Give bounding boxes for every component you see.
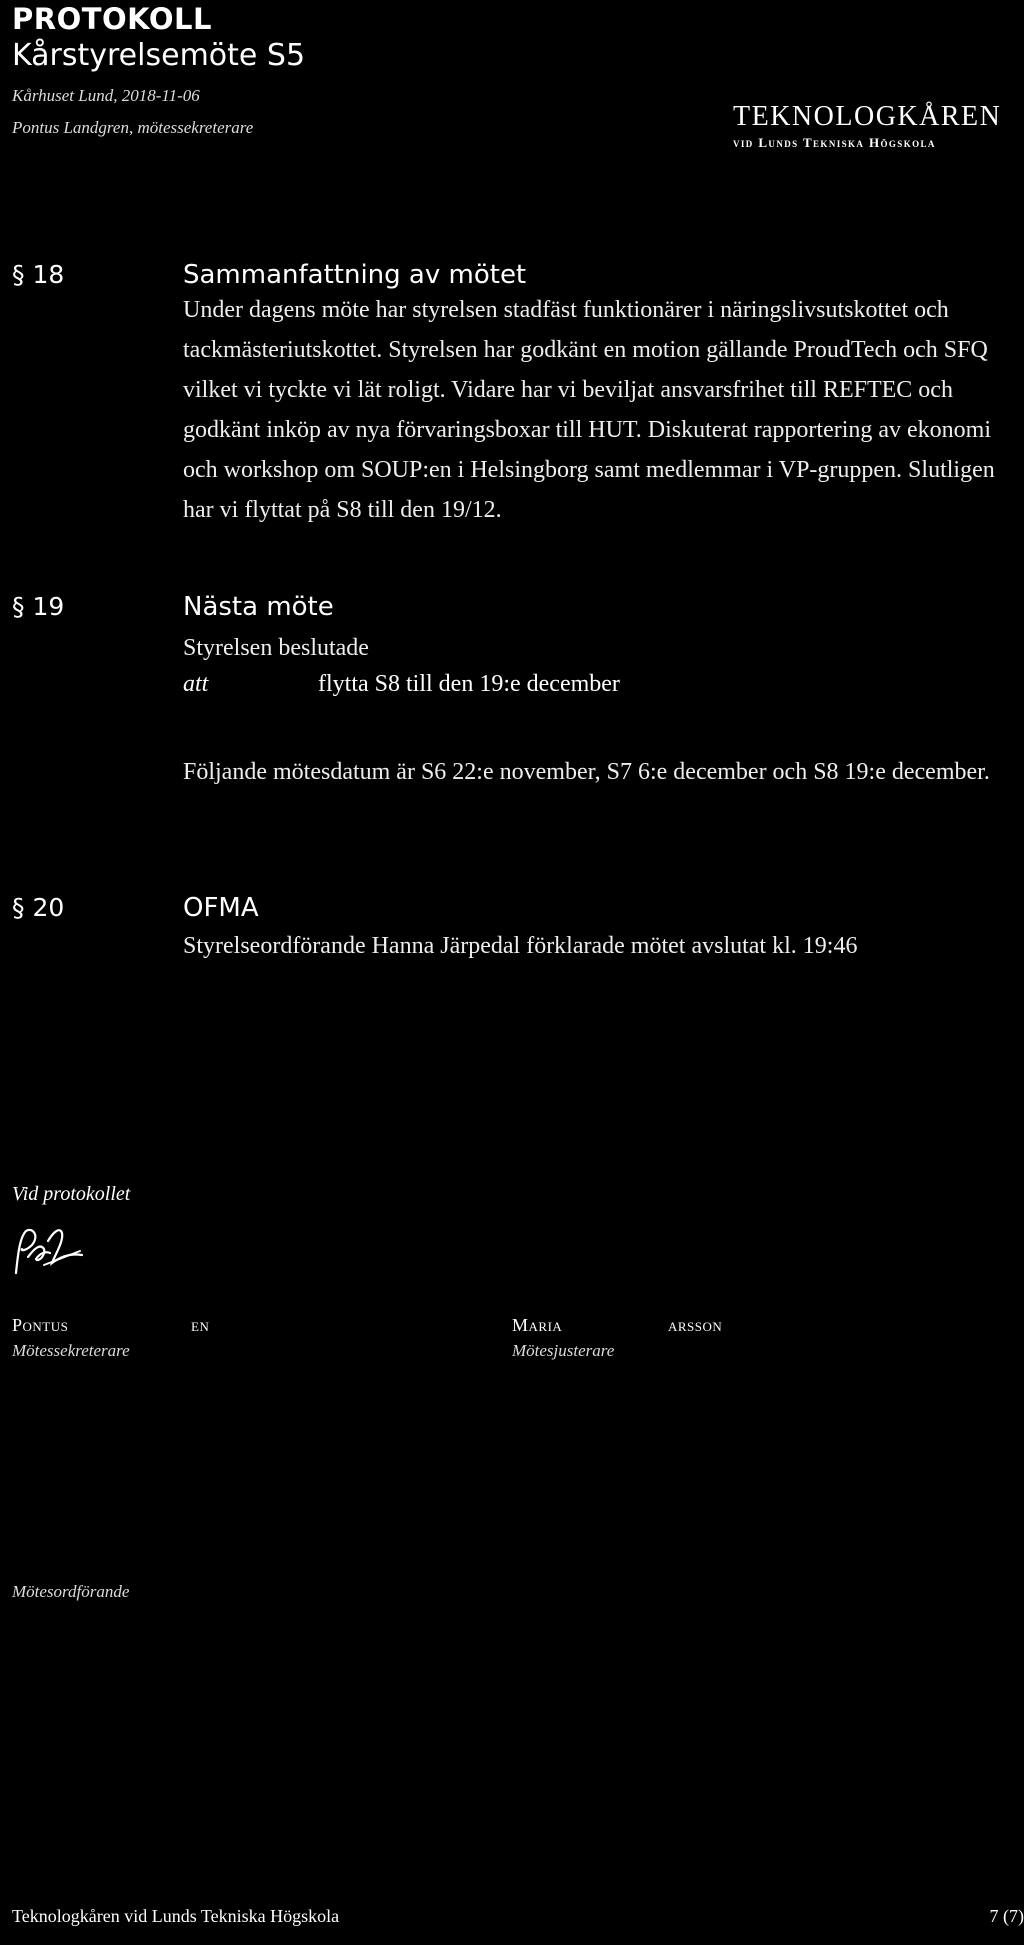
org-name: TEKNOLOGKÅREN — [733, 101, 1002, 132]
section-text: Följande mötesdatum är S6 22:e november, S7 6:e december och S8 19:e december. — [183, 759, 990, 785]
handwritten-signature — [10, 1223, 88, 1279]
decision-intro: Styrelsen beslutade — [183, 635, 369, 661]
section-text: Under dagens möte har styrelsen stadfäst funktionärer i näringslivsutskottet och tackmästeriutskottet. Styrelsen har godkänt en motion gällande ProudTech och SFQ vilket vi tyckte vi lät roligt. Vidare har vi beviljat ansvarsfrihet till REFTEC och godkänt inköp av nya förvaringsboxar till HUT. Diskuterat rapportering av ekonomi och workshop om SOUP:en i Helsingborg samt medlemmar i VP-gruppen. Slutligen har vi flyttat på S8 till den 19/12. — [183, 297, 995, 523]
att-label: att — [183, 671, 209, 697]
section-number: § 18 — [12, 260, 65, 289]
signatory-name: Maria — [512, 1315, 563, 1335]
section-number: § 20 — [12, 893, 65, 922]
document-title: PROTOKOLL — [12, 2, 212, 36]
author-line: Pontus Landgren, mötessekreterare — [12, 118, 254, 137]
signatory-name-fragment: arsson — [668, 1315, 723, 1335]
section-number: § 19 — [12, 592, 65, 621]
signature-label: Vid protokollet — [12, 1183, 131, 1205]
place-date: Kårhuset Lund, 2018-11-06 — [12, 86, 200, 105]
section-heading: Nästa möte — [183, 592, 334, 622]
signatory-name-fragment: en — [191, 1315, 210, 1335]
section-heading: Sammanfattning av mötet — [183, 260, 527, 290]
page-number: 7 (7) — [989, 1906, 1024, 1926]
signatory-role: Mötessekreterare — [12, 1341, 130, 1360]
footer-org: Teknologkåren vid Lunds Tekniska Högskola — [12, 1906, 340, 1926]
section-text: Styrelseordförande Hanna Järpedal förklarade mötet avslutat kl. 19:46 — [183, 933, 858, 959]
decision-text: flytta S8 till den 19:e december — [318, 671, 620, 697]
chair-role: Mötesordförande — [12, 1582, 130, 1601]
signatory-role: Mötesjusterare — [512, 1341, 615, 1360]
org-subtitle: vid Lunds Tekniska Högskola — [733, 135, 936, 150]
signatory-name: Pontus — [12, 1315, 69, 1335]
section-heading: OFMA — [183, 893, 259, 923]
meeting-title: Kårstyrelsemöte S5 — [12, 38, 306, 73]
